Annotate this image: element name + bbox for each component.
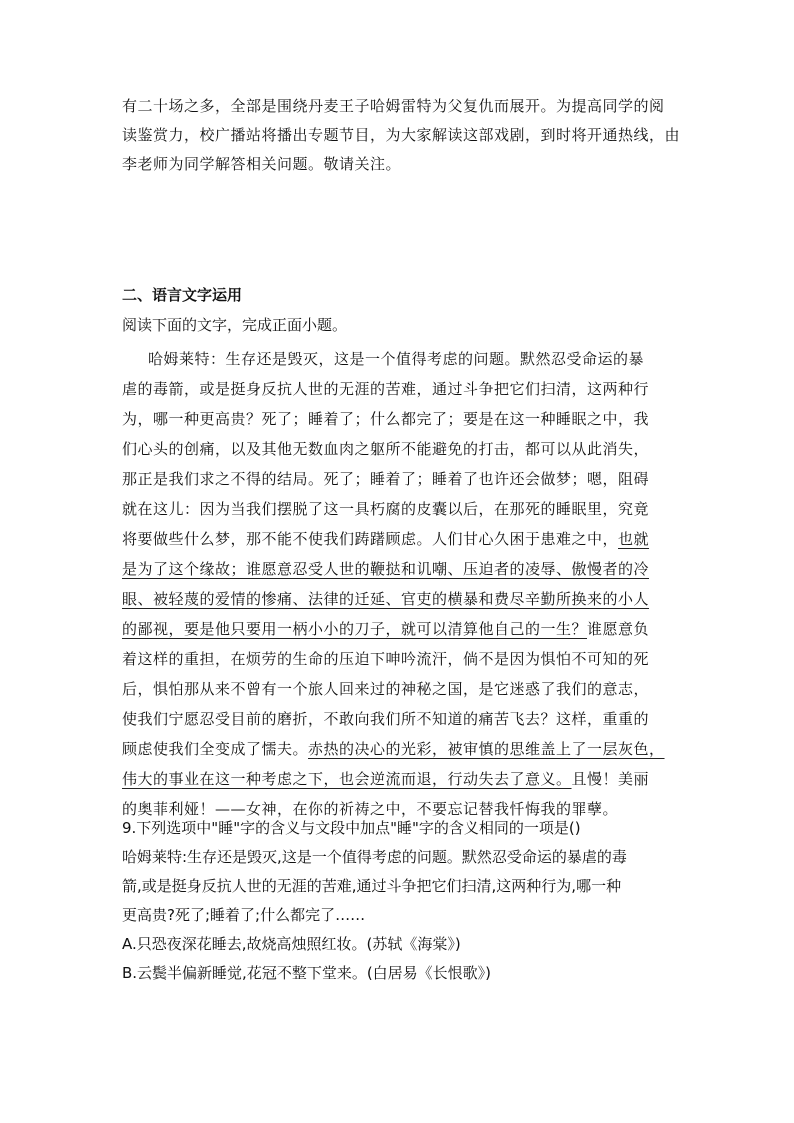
option-a: A.只恐夜深花睡去,故烧高烛照红妆。(苏轼《海棠》) — [122, 935, 461, 953]
passage-line: 使我们宁愿忍受目前的磨折，不敢向我们所不知道的痛苦飞去？这样，重重的 — [122, 710, 650, 728]
underlined-segment: 的鄙视，要是他只要用一柄小小的刀子，就可以清算他自己的一生？ — [122, 620, 588, 638]
passage-line — [122, 524, 690, 554]
question-9 — [122, 814, 692, 988]
option-b: B.云鬓半偏新睡觉,花冠不整下堂来。(白居易《长恨歌》) — [122, 964, 492, 982]
underlined-line: 是为了这个缘故；谁愿意忍受人世的鞭挞和讥嘲、压迫者的凌辱、傲慢者的冷 — [122, 560, 650, 578]
intro-paragraph — [122, 92, 682, 179]
passage-segment: 谁愿意负 — [587, 620, 650, 638]
question-quote-line: 哈姆莱特:生存还是毁灭,这是一个值得考虑的问题。默然忍受命运的暴虐的毒 — [122, 848, 627, 866]
underlined-segment: 也就 — [618, 530, 650, 548]
question-quote-line: 箭,或是挺身反抗人世的无涯的苦难,通过斗争把它们扫清,这两种行为,哪一种 — [122, 877, 622, 895]
question-stem: 9.下列选项中"睡"字的含义与文段中加点"睡"字的含义相同的一项是() — [122, 819, 581, 837]
passage-line: 哈姆莱特：生存还是毁灭，这是一个值得考虑的问题。默然忍受命运的暴 — [148, 350, 645, 368]
passage-line — [122, 734, 690, 764]
passage-segment: 将要做些什么梦，那不能不使我们踌躇顾虑。人们甘心久困于患难之中， — [122, 530, 619, 548]
hamlet-passage — [122, 344, 690, 824]
passage-line — [122, 764, 690, 794]
passage-line: 的奥菲利娅！——女神，在你的祈祷之中，不要忘记替我忏悔我的罪孽。 — [122, 800, 619, 818]
underlined-segment: 赤热的决心的光彩，被审慎的思维盖上了一层灰色， — [308, 740, 665, 758]
intro-line: 李老师为同学解答相关问题。敬请关注。 — [122, 155, 402, 173]
passage-line: 虐的毒箭，或是挺身反抗人世的无涯的苦难，通过斗争把它们扫清，这两种行 — [122, 380, 650, 398]
passage-segment: 顾虑使我们全变成了懦夫。 — [122, 740, 309, 758]
question-quote-line: 更高贵?死了;睡着了;什么都完了…… — [122, 906, 366, 924]
intro-line: 读鉴赏力，校广播站将播出专题节目，为大家解读这部戏剧，到时将开通热线，由 — [122, 126, 681, 144]
passage-line: 着这样的重担，在烦劳的生命的压迫下呻吟流汗，倘不是因为惧怕不可知的死 — [122, 650, 650, 668]
section-title: 二、语言文字运用 — [122, 286, 243, 304]
passage-line — [122, 614, 690, 644]
underlined-line: 眼、被轻蔑的爱情的惨痛、法律的迁延、官吏的横暴和费尽辛勤所换来的小人 — [122, 590, 650, 608]
passage-segment: 且慢！美丽 — [571, 770, 650, 788]
passage-line: 们心头的创痛，以及其他无数血肉之躯所不能避免的打击，都可以从此消失， — [122, 440, 650, 458]
passage-line: 就在这儿：因为当我们摆脱了这一具朽腐的皮囊以后，在那死的睡眠里，究竟 — [122, 500, 650, 518]
passage-line: 为，哪一种更高贵？死了；睡着了；什么都完了；要是在这一种睡眠之中，我 — [122, 410, 650, 428]
intro-line: 有二十场之多，全部是围绕丹麦王子哈姆雷特为父复仇而展开。为提高同学的阅 — [122, 97, 665, 115]
underlined-segment: 伟大的事业在这一种考虑之下，也会逆流而退，行动失去了意义。 — [122, 770, 572, 788]
section-instruction: 阅读下面的文字，完成正面小题。 — [122, 316, 348, 334]
passage-line: 后，惧怕那从来不曾有一个旅人回来过的神秘之国，是它迷惑了我们的意志， — [122, 680, 650, 698]
passage-line: 那正是我们求之不得的结局。死了；睡着了；睡着了也许还会做梦；嗯，阻碍 — [122, 470, 650, 488]
